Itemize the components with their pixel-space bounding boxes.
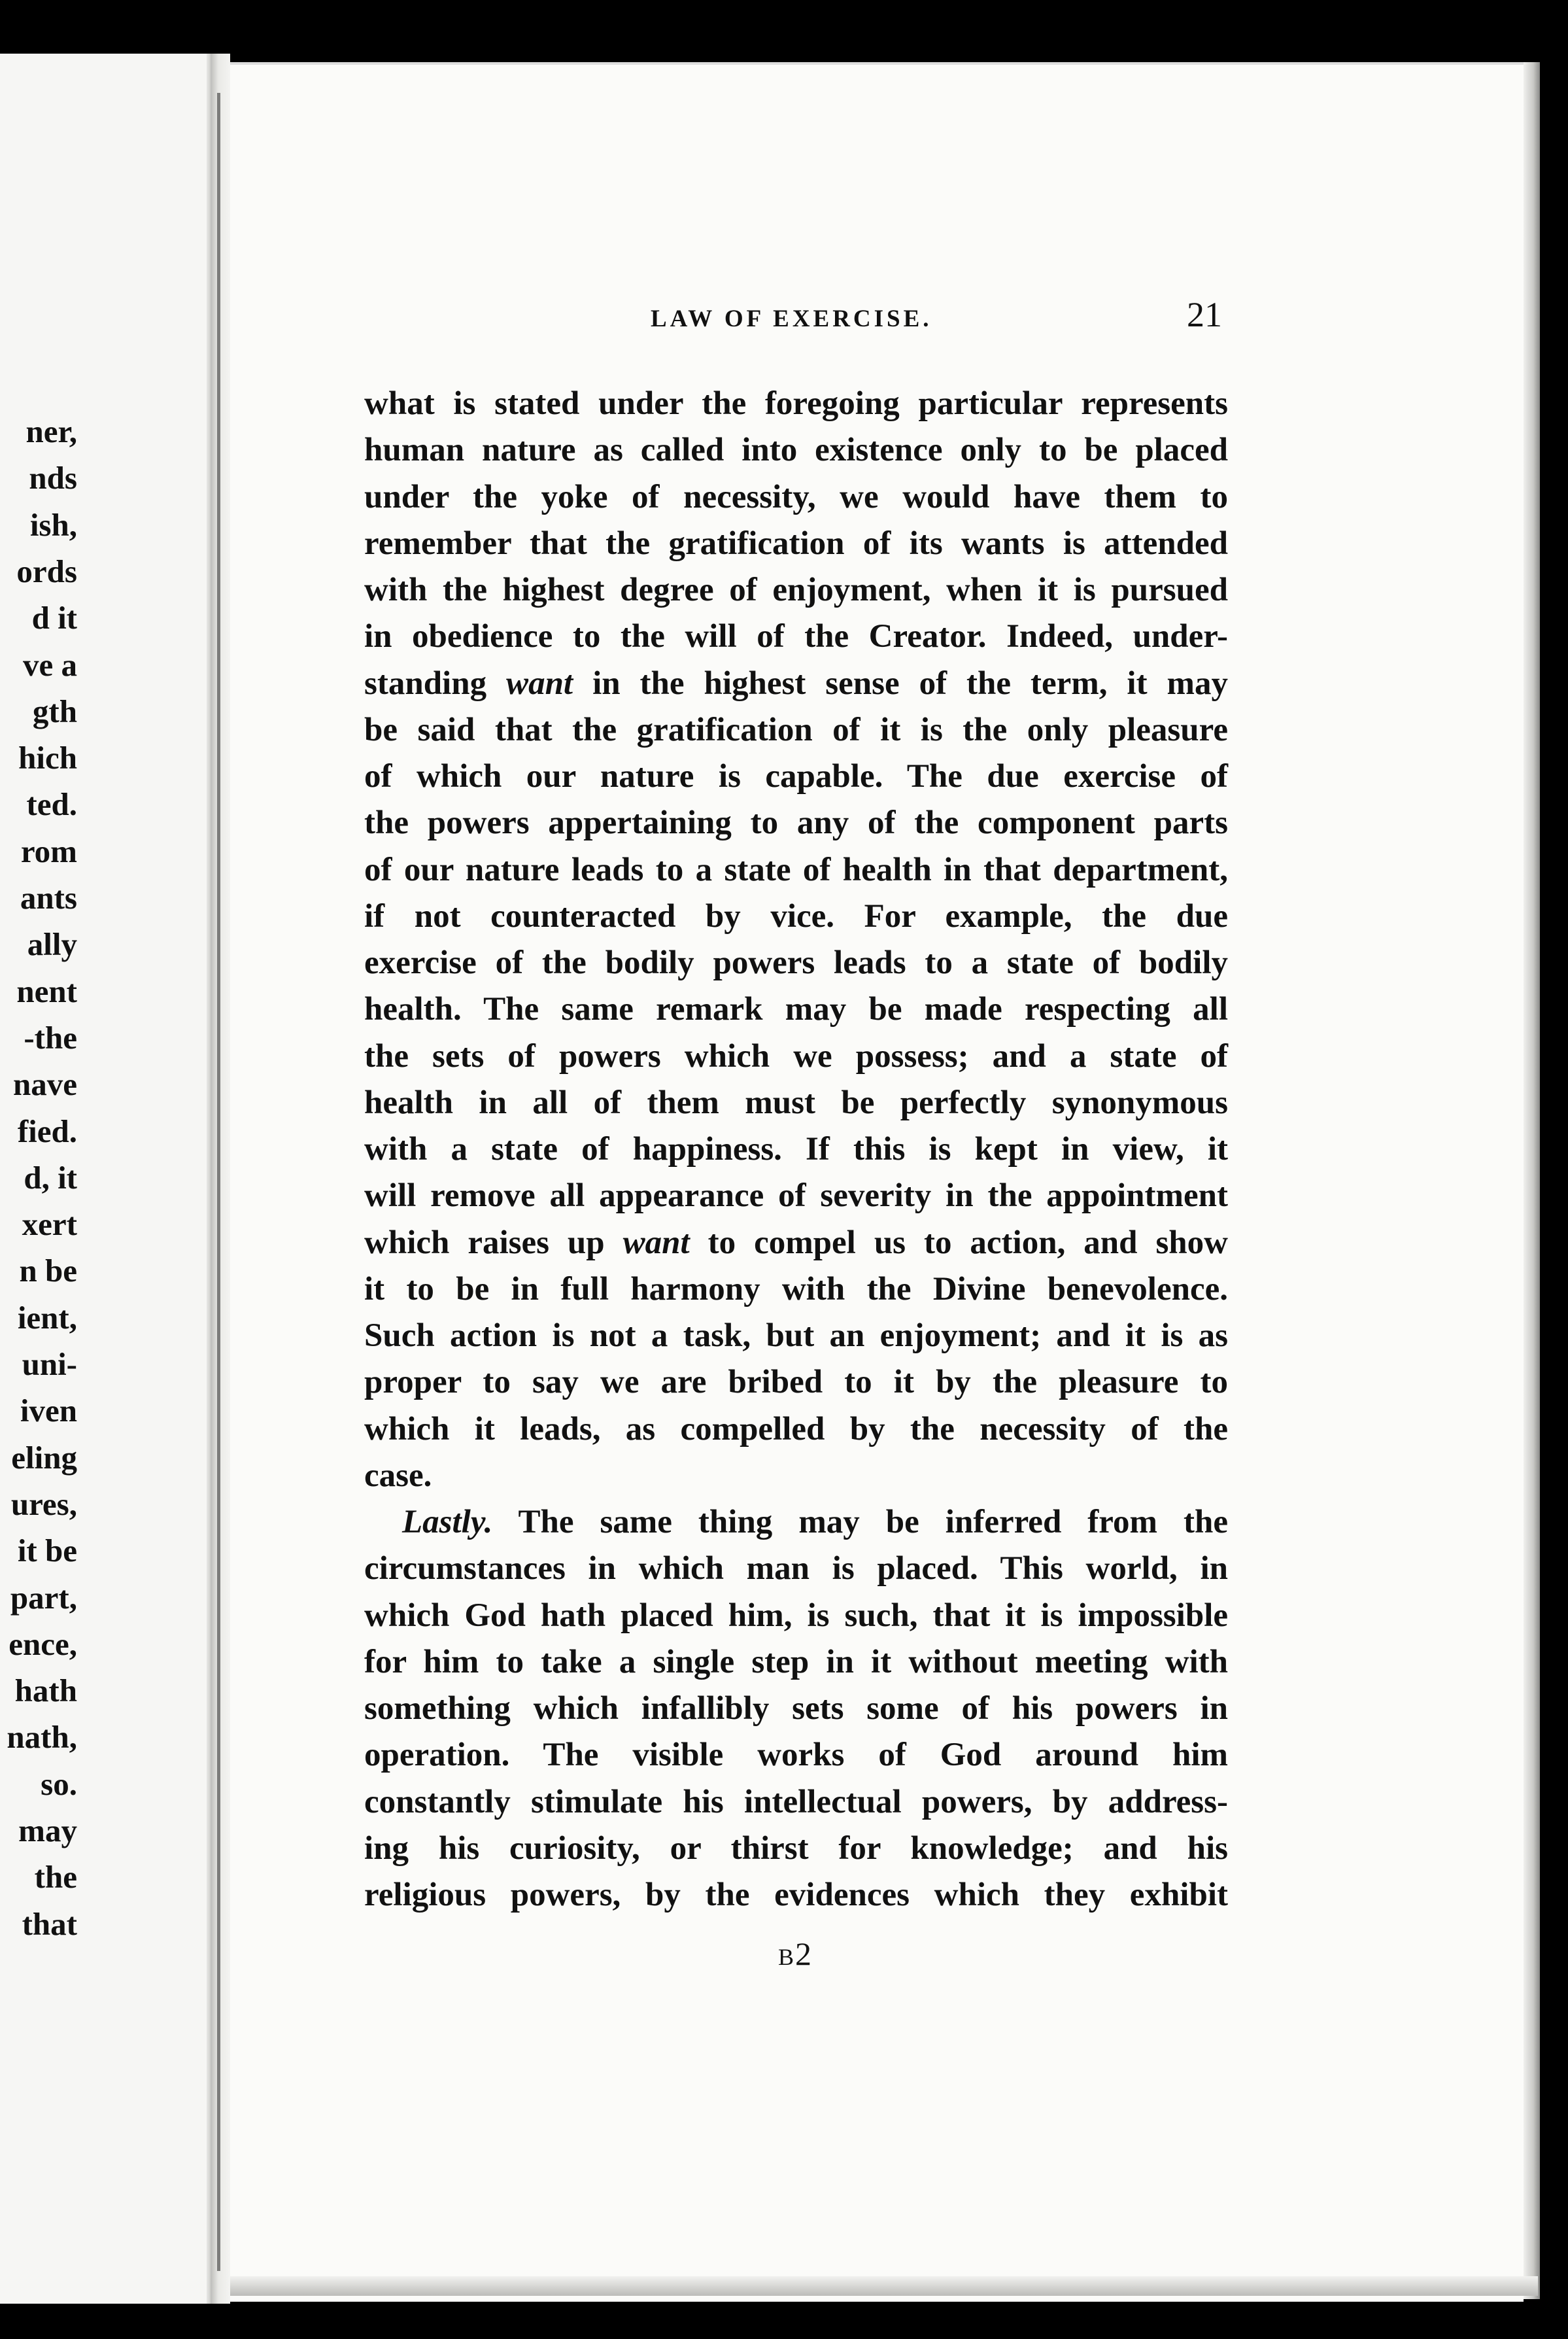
left-page-fragment: hath xyxy=(14,1672,77,1709)
signature-mark xyxy=(778,1935,811,1973)
text-line: religious powers, by the evidences which they exhibit xyxy=(364,1877,1228,1913)
left-page-fragment: d it xyxy=(31,600,77,636)
text-line: in obedience to the will of the Creator. Indeed, under- xyxy=(364,618,1228,655)
text-line: with a state of happiness. If this is kept in view, it xyxy=(364,1131,1228,1168)
text-line: human nature as called into existence only to be placed xyxy=(364,432,1228,469)
left-page-fragment: d, it xyxy=(24,1159,77,1196)
text-line: what is stated under the foregoing particular represents xyxy=(364,385,1228,422)
left-page-fragment: ally xyxy=(27,926,77,963)
italic-word: want xyxy=(506,665,573,702)
text-line: of which our nature is capable. The due exercise of xyxy=(364,758,1228,795)
italic-word: want xyxy=(622,1224,690,1261)
left-page-fragment: nave xyxy=(13,1066,77,1103)
paragraph-lead-line xyxy=(402,1506,1228,1539)
text-line: it to be in full harmony with the Divine benevolence. xyxy=(364,1270,1228,1308)
text-line: with the highest degree of enjoyment, when it is pursued xyxy=(364,572,1228,608)
left-page-fragment: nath, xyxy=(7,1719,77,1756)
text-line: which God hath placed him, is such, that it is impossible xyxy=(364,1597,1228,1634)
left-page-fragment: -the xyxy=(24,1019,77,1056)
left-page-fragment: the xyxy=(34,1859,77,1896)
left-page-fragment: ords xyxy=(16,553,77,589)
lead-word: Lastly. xyxy=(402,1504,493,1540)
left-page-fragment: ted. xyxy=(26,786,77,823)
left-page-fragment: part, xyxy=(10,1579,77,1616)
left-page-fragment: may xyxy=(18,1812,77,1848)
text-line: constantly stimulate his intellectual powers, by address- xyxy=(364,1783,1228,1820)
left-page-fragment: ures, xyxy=(10,1485,77,1522)
text-line: if not counteracted by vice. For example, the due xyxy=(364,897,1228,935)
left-page-fragment: ants xyxy=(20,880,77,916)
text-line: circumstances in which man is placed. This world, in xyxy=(364,1550,1228,1587)
left-page-fragment: iven xyxy=(20,1393,77,1429)
text-line: standing want in the highest sense of the term, it may xyxy=(364,665,1228,702)
left-page-fragment: ient, xyxy=(17,1299,77,1336)
signature-letter: B xyxy=(778,1944,796,1970)
text-line: of our nature leads to a state of health in that department, xyxy=(364,851,1228,888)
left-page-fragment: nent xyxy=(16,973,77,1009)
text-line: which it leads, as compelled by the necessity of the xyxy=(364,1410,1228,1447)
text-line: case. xyxy=(364,1457,432,1494)
left-page-fragment: xert xyxy=(22,1206,77,1243)
text-line: the sets of powers which we possess; and a state of xyxy=(364,1037,1228,1075)
left-page-fragment: ish, xyxy=(29,506,77,543)
left-page-fragment: n be xyxy=(19,1253,77,1289)
left-page-fragment: uni- xyxy=(22,1346,77,1382)
signature-number: 2 xyxy=(795,1935,812,1972)
book-gutter xyxy=(211,54,230,2304)
lead-line-text: The same thing may be inferred from the xyxy=(518,1504,1228,1540)
left-page-fragment: rom xyxy=(20,833,77,869)
left-page-fragment: ve a xyxy=(23,646,77,683)
binding-shadow xyxy=(217,93,220,2271)
running-title: LAW OF EXERCISE. xyxy=(651,305,932,332)
text-line: for him to take a single step in it without meeting with xyxy=(364,1643,1228,1680)
text-line: health. The same remark may be made respecting all xyxy=(364,991,1228,1028)
text-line: be said that the gratification of it is the only pleasure xyxy=(364,711,1228,748)
left-page-fragment: eling xyxy=(11,1439,77,1476)
left-page-fragment: nds xyxy=(29,460,77,496)
text-line: proper to say we are bribed to it by the pleasure to xyxy=(364,1364,1228,1401)
left-page-fragment: hich xyxy=(18,740,77,776)
text-line: operation. The visible works of God around him xyxy=(364,1737,1228,1774)
text-line: health in all of them must be perfectly synonymous xyxy=(364,1084,1228,1121)
left-page-fragment: so. xyxy=(41,1765,77,1802)
left-page-fragment: it be xyxy=(17,1533,77,1569)
text-line: the powers appertaining to any of the component parts xyxy=(364,805,1228,842)
left-page-fragment: gth xyxy=(32,693,77,729)
text-line: ing his curiosity, or thirst for knowledge; and his xyxy=(364,1829,1228,1867)
text-line: remember that the gratification of its wants is attended xyxy=(364,525,1228,562)
text-line: exercise of the bodily powers leads to a state of bodily xyxy=(364,944,1228,981)
left-page-fragment: ence, xyxy=(9,1625,77,1662)
text-line: Such action is not a task, but an enjoyment; and it is as xyxy=(364,1317,1228,1354)
right-page-edge xyxy=(1524,62,1540,2299)
bottom-page-edge xyxy=(230,2276,1538,2296)
left-page-fragment: ner, xyxy=(26,413,77,449)
text-line: will remove all appearance of severity in the appointment xyxy=(364,1177,1228,1215)
left-page-fragment: that xyxy=(22,1905,77,1942)
text-line: under the yoke of necessity, we would have them to xyxy=(364,478,1228,515)
text-line: something which infallibly sets some of his powers in xyxy=(364,1690,1228,1727)
page-number: 21 xyxy=(1187,295,1222,334)
left-page-fragment: fied. xyxy=(17,1113,77,1149)
text-line: which raises up want to compel us to action, and show xyxy=(364,1224,1229,1261)
